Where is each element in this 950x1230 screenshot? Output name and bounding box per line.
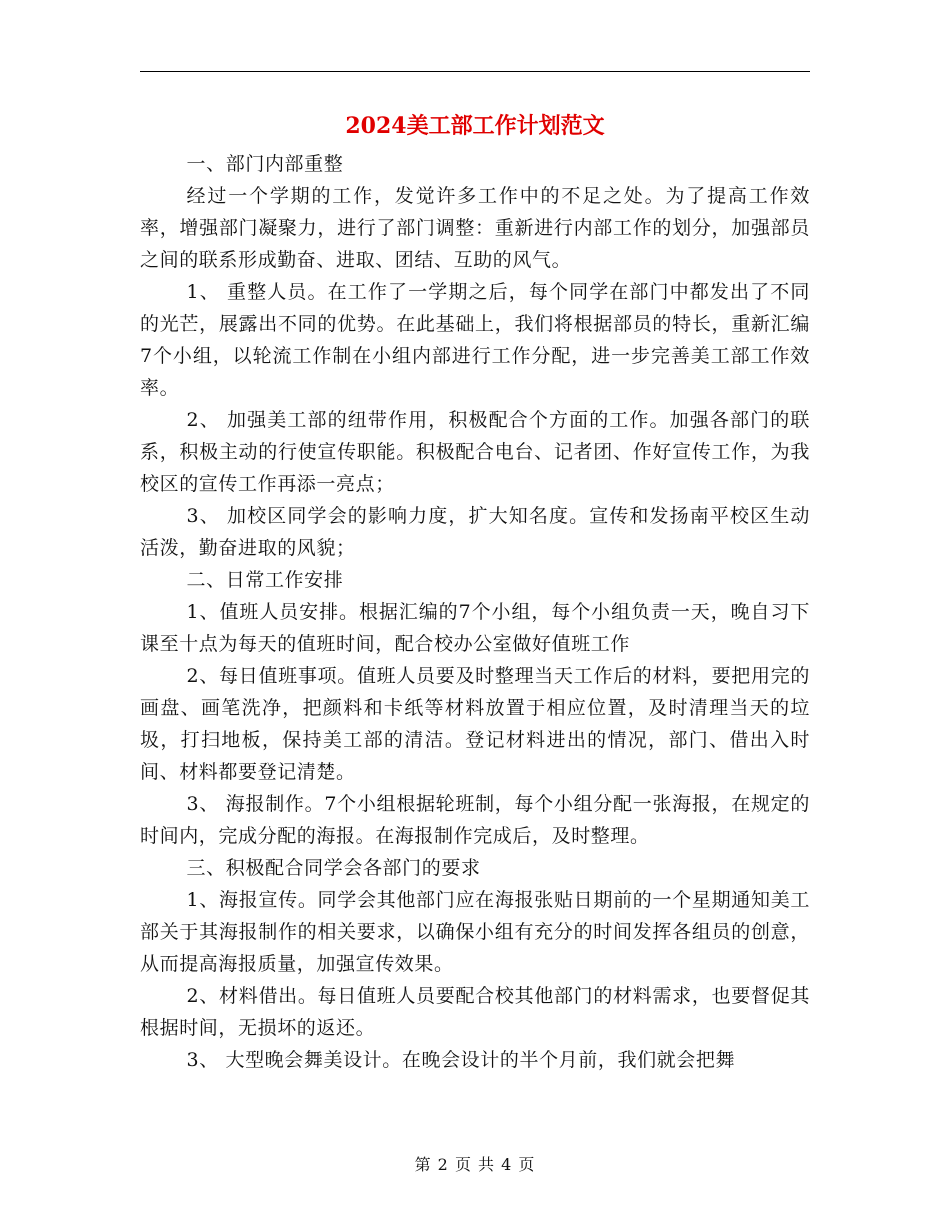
list-item: 2、材料借出。每日值班人员要配合校其他部门的材料需求，也要督促其根据时间，无损坏的返还。 [140, 985, 810, 1039]
list-item: 1、值班人员安排。根据汇编的7个小组，每个小组负责一天，晚自习下课至十点为每天的值班时间，配合校办公室做好值班工作 [140, 601, 810, 655]
document-title: 2024美工部工作计划范文 [345, 113, 605, 139]
document-body [140, 148, 810, 1076]
section-heading-2: 二、日常工作安排 [186, 569, 344, 591]
section-heading-3: 三、积极配合同学会各部门的要求 [186, 857, 481, 879]
list-item: 1、海报宣传。同学会其他部门应在海报张贴日期前的一个星期通知美工部关于其海报制作的相关要求，以确保小组有充分的时间发挥各组员的创意，从而提高海报质量，加强宣传效果。 [140, 889, 810, 975]
list-item: 3、 海报制作。7个小组根据轮班制，每个小组分配一张海报，在规定的时间内，完成分配的海报。在海报制作完成后，及时整理。 [140, 793, 810, 847]
list-item: 3、 加校区同学会的影响力度，扩大知名度。宣传和发扬南平校区生动活泼，勤奋进取的风貌； [140, 505, 810, 559]
list-item: 1、 重整人员。在工作了一学期之后，每个同学在部门中都发出了不同的光芒，展露出不同的优势。在此基础上，我们将根据部员的特长，重新汇编7个小组，以轮流工作制在小组内部进行工作分配，进一步完善美工部工作效率。 [140, 281, 810, 399]
paragraph: 经过一个学期的工作，发觉许多工作中的不足之处。为了提高工作效率，增强部门凝聚力，进行了部门调整：重新进行内部工作的划分，加强部员之间的联系形成勤奋、进取、团结、互助的风气。 [140, 185, 810, 271]
list-item: 2、 加强美工部的纽带作用，积极配合个方面的工作。加强各部门的联系，积极主动的行使宣传职能。积极配合电台、记者团、作好宣传工作，为我校区的宣传工作再添一亮点； [140, 409, 810, 495]
header-rule [140, 71, 810, 72]
list-item: 2、每日值班事项。值班人员要及时整理当天工作后的材料，要把用完的画盘、画笔洗净，把颜料和卡纸等材料放置于相应位置，及时清理当天的垃圾，打扫地板，保持美工部的清洁。登记材料进出的情况，部门、借出入时间、材料都要登记清楚。 [140, 665, 810, 783]
list-item: 3、 大型晚会舞美设计。在晚会设计的半个月前，我们就会把舞 [186, 1049, 736, 1071]
section-heading-1: 一、部门内部重整 [186, 153, 344, 175]
page-number: 第 2 页 共 4 页 [414, 1155, 536, 1174]
